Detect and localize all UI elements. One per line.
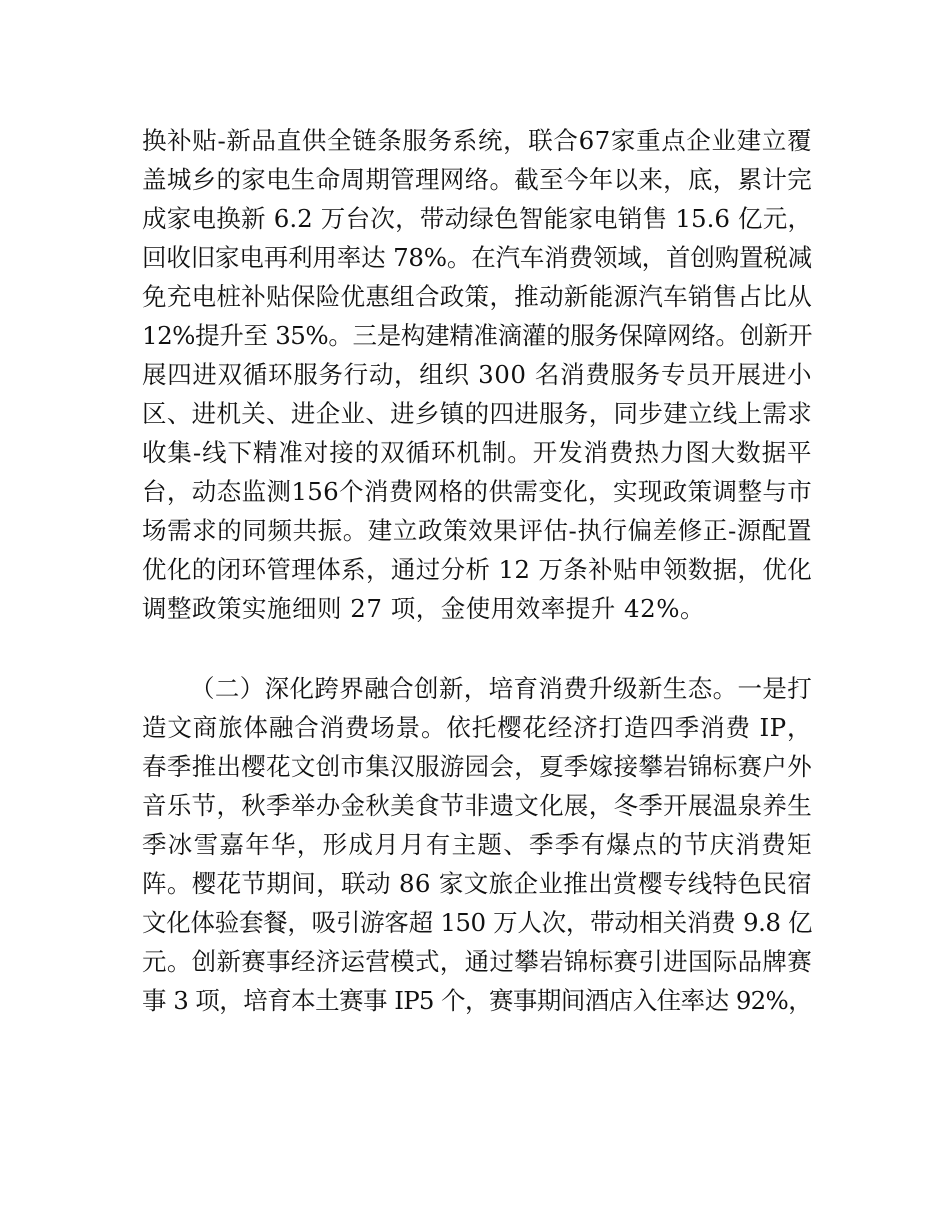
text-line: 成家电换新 6.2 万台次，带动绿色智能家电销售 15.6 亿元， [142,204,812,233]
text-line: 收集-线下精准对接的双循环机制。开发消费热力图大数据平 [142,438,812,467]
section-heading-line: （二）深化跨界融合创新，培育消费升级新生态。一是打 [190,674,812,703]
paragraph-cross-border-innovation [142,669,812,1020]
text-line: 音乐节，秋季举办金秋美食节非遗文化展，冬季开展温泉养生 [142,791,812,820]
text-line: 元。创新赛事经济运营模式，通过攀岩锦标赛引进国际品牌赛 [142,947,812,976]
text-line: 场需求的同频共振。建立政策效果评估-执行偏差修正-源配置 [142,516,812,545]
text-line: 免充电桩补贴保险优惠组合政策，推动新能源汽车销售占比从 [142,282,812,311]
text-line: 区、进机关、进企业、进乡镇的四进服务，同步建立线上需求 [142,399,812,428]
text-line: 回收旧家电再利用率达 78%。在汽车消费领域，首创购置税减 [142,243,812,272]
text-line: 文化体验套餐，吸引游客超 150 万人次，带动相关消费 9.8 亿 [142,908,812,937]
text-line: 造文商旅体融合消费场景。依托樱花经济打造四季消费 IP， [142,713,812,742]
text-line: 换补贴-新品直供全链条服务系统，联合67家重点企业建立覆 [142,126,812,155]
text-line: 12%提升至 35%。三是构建精准滴灌的服务保障网络。创新开 [142,321,812,350]
text-line: 台，动态监测156个消费网格的供需变化，实现政策调整与市 [142,477,812,506]
text-line: 调整政策实施细则 27 项，金使用效率提升 42%。 [142,594,705,623]
text-line: 展四进双循环服务行动，组织 300 名消费服务专员开展进小 [142,360,812,389]
text-line: 盖城乡的家电生命周期管理网络。截至今年以来，底，累计完 [142,165,812,194]
paragraph-consumption-services [142,121,812,628]
text-line: 春季推出樱花文创市集汉服游园会，夏季嫁接攀岩锦标赛户外 [142,752,812,781]
text-line: 季冰雪嘉年华，形成月月有主题、季季有爆点的节庆消费矩 [142,830,812,859]
text-line: 事 3 项，培育本土赛事 IP5 个，赛事期间酒店入住率达 92%， [142,986,812,1015]
text-line: 阵。樱花节期间，联动 86 家文旅企业推出赏樱专线特色民宿 [142,869,812,898]
text-line: 优化的闭环管理体系，通过分析 12 万条补贴申领数据，优化 [142,555,812,584]
